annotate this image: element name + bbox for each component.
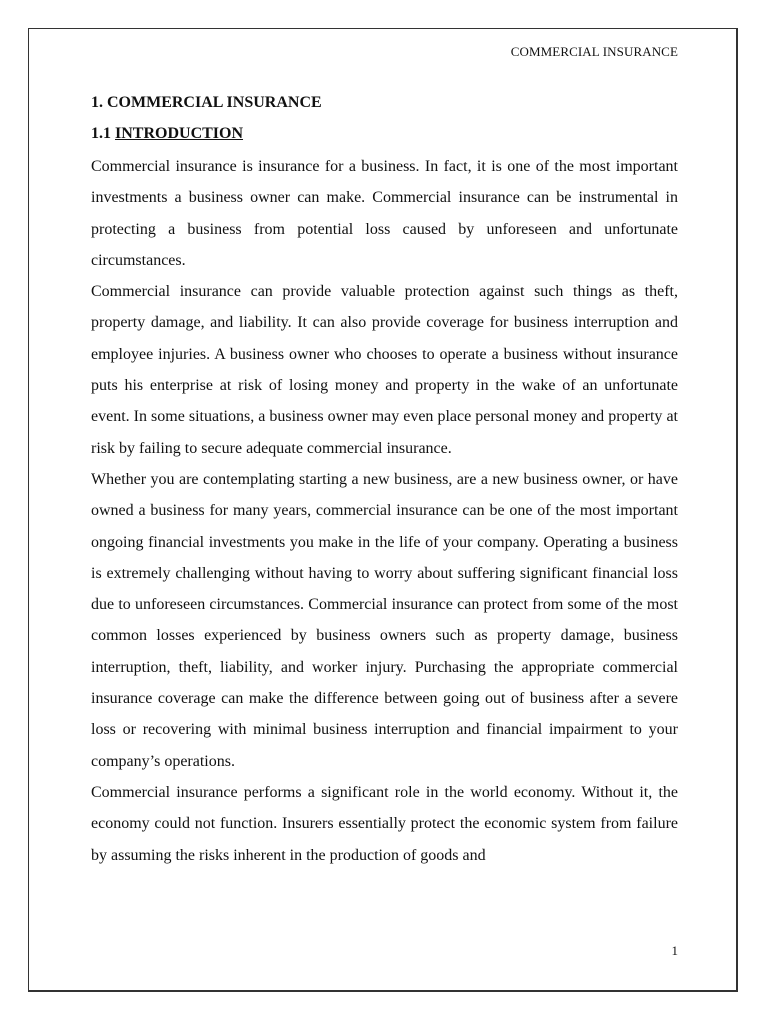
page-number: 1 [671, 943, 678, 958]
subsection-number: 1.1 [91, 125, 111, 142]
paragraph: Commercial insurance is insurance for a business. In fact, it is one of the most important investments a business owner can make. Commercial insurance can be instrumental in protecting a business from potential loss caused by unforeseen and unfortunate circumstances. [91, 158, 678, 269]
running-header: COMMERCIAL INSURANCE [510, 44, 678, 59]
paragraph: Commercial insurance performs a significant role in the world economy. Without it, the economy could not function. Insurers essentially protect the economic system from failure by assuming the risks inherent in the production of goods and [91, 783, 678, 864]
paragraph: Whether you are contemplating starting a new business, are a new business owner, or have owned a business for many years, commercial insurance can be one of the most important ongoing financial investments you make in the life of your company. Operating a business is extremely challenging without having to worry about suffering significant financial loss due to unforeseen circumstances. Commercial insurance can protect from some of the most common losses experienced by business owners such as property damage, business interruption, theft, liability, and worker injury. Purchasing the appropriate commercial insurance coverage can make the difference between going out of business after a severe loss or recovering with minimal business interruption and financial impairment to your company’s operations. [91, 470, 678, 770]
subsection-title-text: INTRODUCTION [115, 125, 244, 142]
subsection-title [91, 123, 678, 145]
paragraph: Commercial insurance can provide valuable protection against such things as theft, property damage, and liability. It can also provide coverage for business interruption and employee injuries. A business owner who chooses to operate a business without insurance puts his enterprise at risk of losing money and property in the wake of an unfortunate event. In some situations, a business owner may even place personal money and property at risk by failing to secure adequate commercial insurance. [91, 283, 678, 457]
document-body [91, 92, 678, 871]
section-title: 1. COMMERCIAL INSURANCE [91, 94, 322, 111]
